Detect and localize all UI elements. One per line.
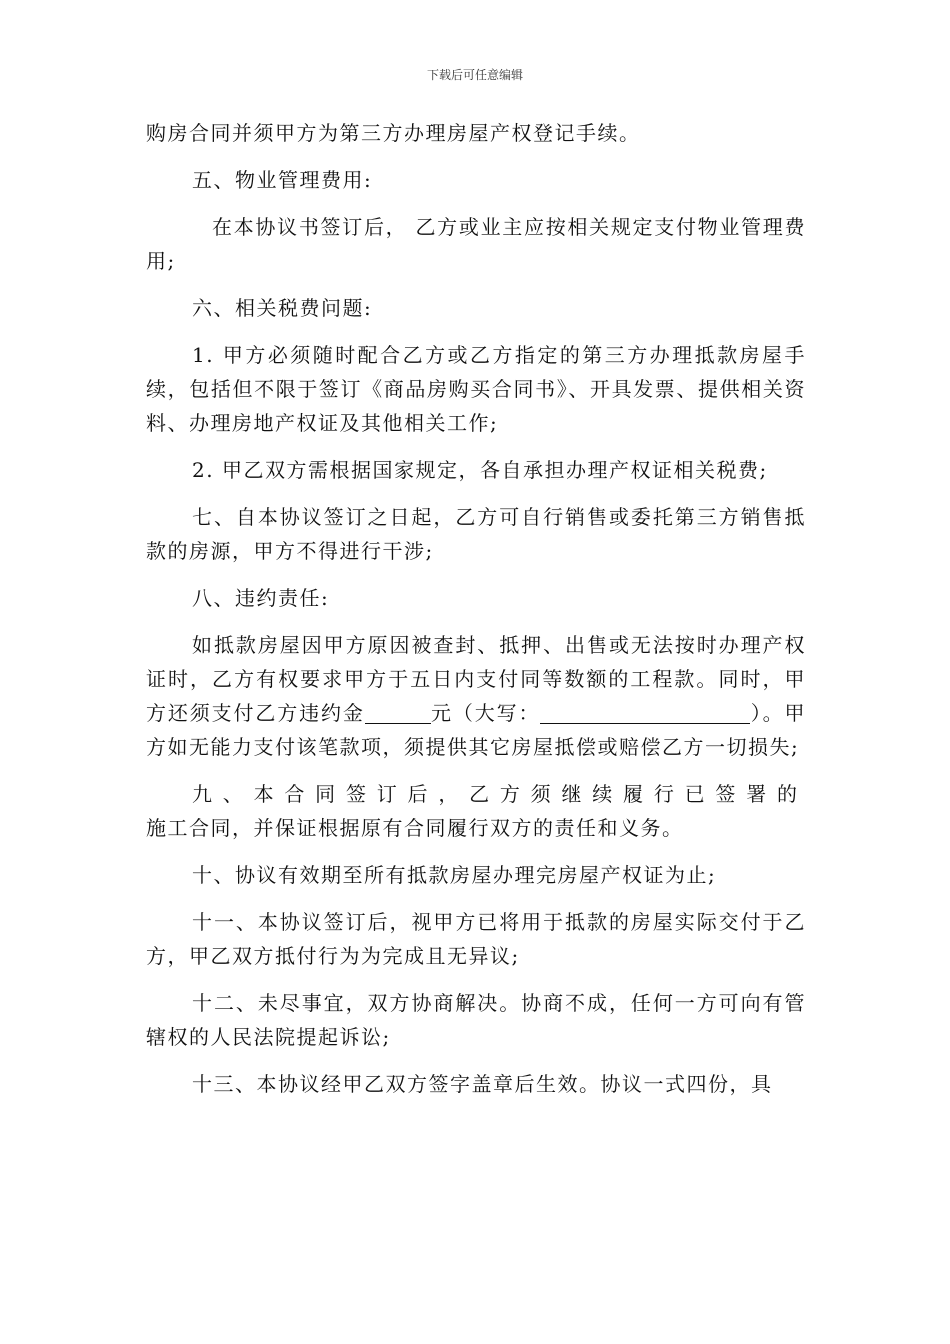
paragraph-registration: 购房合同并须甲方为第三方办理房屋产权登记手续。 — [146, 121, 641, 145]
paragraph-breach — [146, 628, 806, 764]
penalty-uppercase-blank — [540, 699, 750, 724]
heading-property-fees: 五、物业管理费用: — [192, 168, 373, 192]
paragraph-tax-item-2: 2. 甲乙双方需根据国家规定，各自承担办理产权证相关税费; — [192, 458, 768, 482]
heading-taxes: 六、相关税费问题: — [192, 296, 373, 320]
page-header-note: 下载后可任意编辑 — [426, 68, 523, 82]
breach-text-part-2: 元（大写： — [430, 701, 541, 725]
paragraph-clause-11: 十一、本协议签订后，视甲方已将用于抵款的房屋实际交付于乙方，甲乙双方抵付行为为完成且无异议; — [146, 910, 806, 968]
penalty-amount-blank — [365, 699, 431, 724]
breach-text-part-1: 如抵款房屋因甲方原因被查封、抵押、出售或无法按时办理产权证时，乙方有权要求甲方于五日内支付同等数额的工程款。同时，甲方还须支付乙方违约金 — [146, 633, 806, 725]
paragraph-clause-13: 十三、本协议经甲乙双方签字盖章后生效。协议一式四份，具 — [192, 1072, 773, 1096]
paragraph-clause-10: 十、协议有效期至所有抵款房屋办理完房屋产权证为止; — [192, 863, 717, 887]
paragraph-clause-9-line-1: 九、本合同签订后，乙方须继续履行已签署的 — [192, 782, 806, 806]
paragraph-property-fees: 在本协议书签订后， 乙方或业主应按相关规定支付物业管理费用; — [146, 215, 806, 273]
breach-text-part-3: ）。甲方如无能力支付该笔款项，须提供其它房屋抵偿或赔偿乙方一切损失; — [146, 701, 807, 759]
paragraph-clause-7: 七、自本协议签订之日起，乙方可自行销售或委托第三方销售抵款的房源，甲方不得进行干涉; — [146, 505, 806, 563]
paragraph-clause-9-line-2: 施工合同，并保证根据原有合同履行双方的责任和义务。 — [146, 816, 684, 840]
heading-breach: 八、违约责任: — [192, 586, 330, 610]
paragraph-tax-item-1: 1. 甲方必须随时配合乙方或乙方指定的第三方办理抵款房屋手续，包括但不限于签订《商品房购买合同书》、开具发票、提供相关资料、办理房地产权证及其他相关工作; — [146, 343, 806, 435]
paragraph-clause-12: 十二、未尽事宜，双方协商解决。协商不成，任何一方可向有管辖权的人民法院提起诉讼; — [146, 991, 806, 1049]
document-body — [146, 116, 806, 1114]
